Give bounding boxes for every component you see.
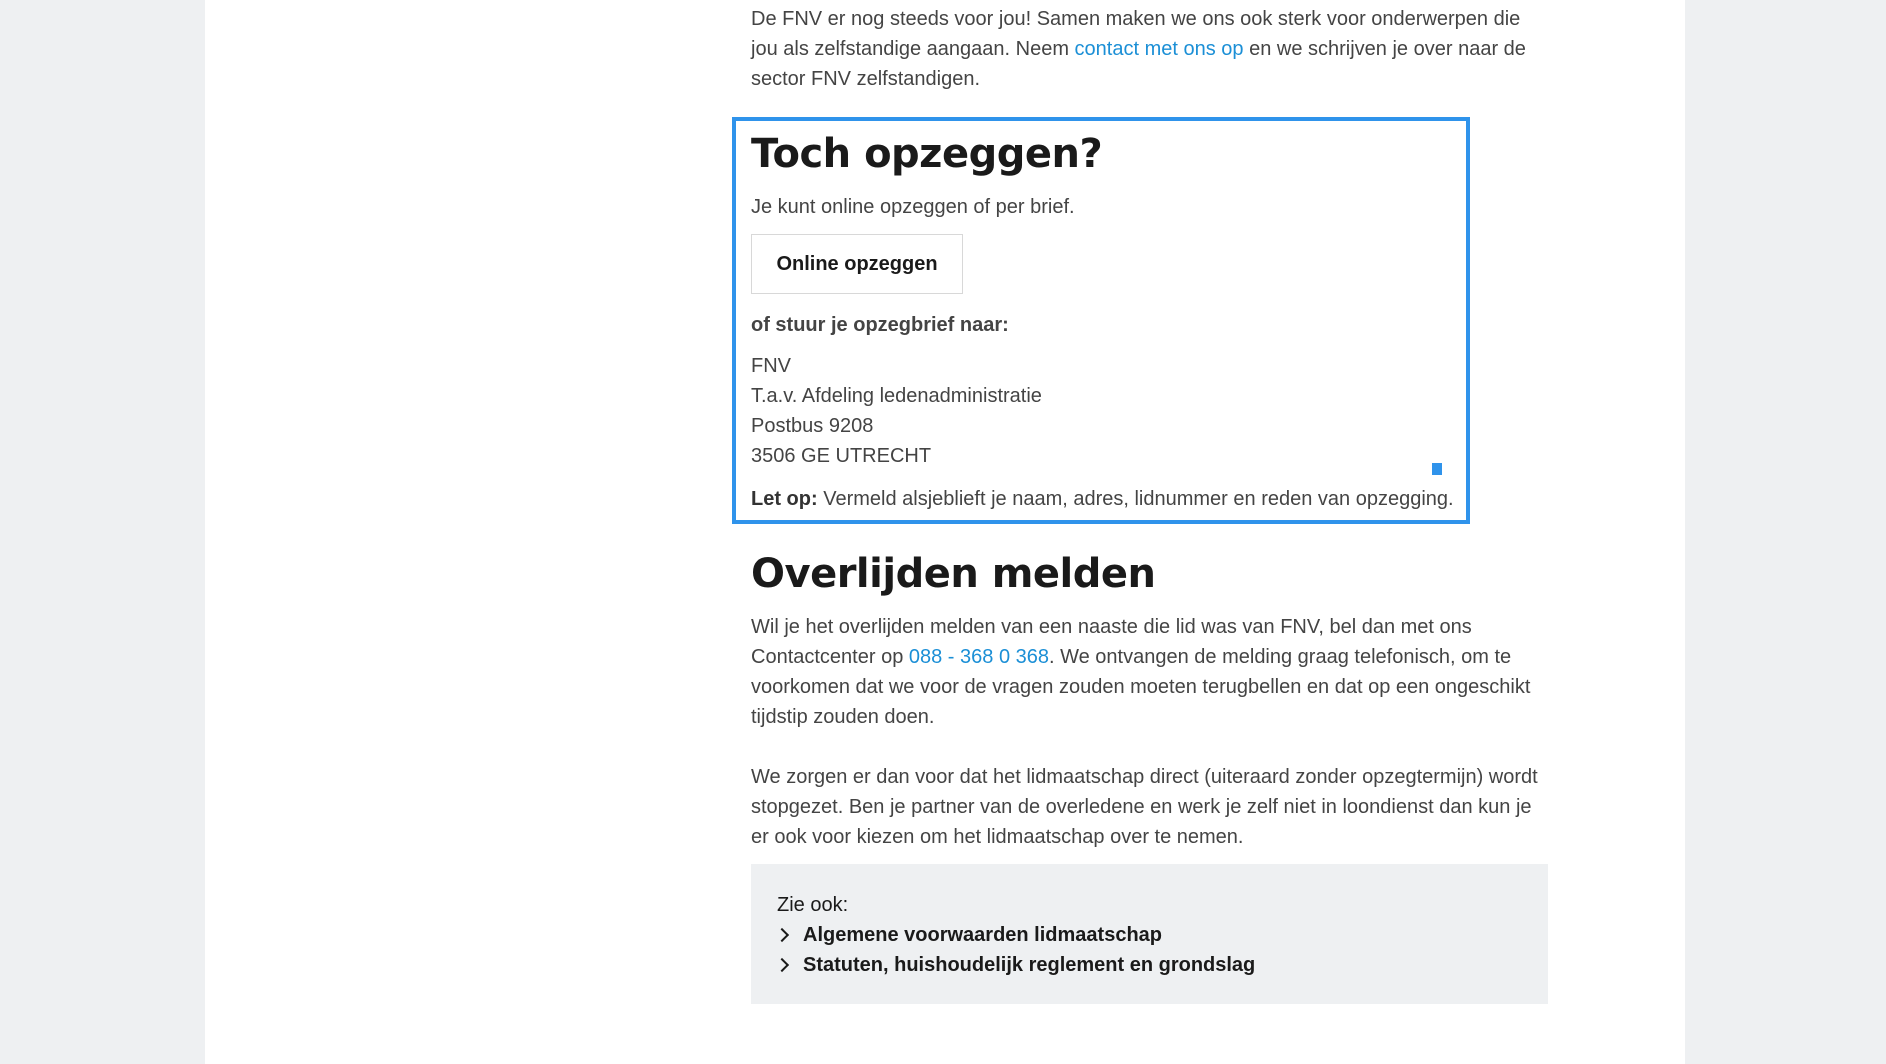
address-line: Postbus 9208: [751, 415, 874, 437]
phone-link[interactable]: 088 - 368 0 368: [908, 646, 1049, 668]
zie-ook-label: Zie ook:: [777, 894, 849, 916]
let-op-text: Vermeld alsjeblieft je naam, adres, lidnummer en reden van opzegging.: [817, 488, 1454, 510]
let-op-label: Let op:: [751, 488, 818, 510]
statuten-link[interactable]: [777, 950, 1522, 980]
address-line: FNV: [751, 355, 791, 377]
overlijden-paragraph-1: [751, 612, 1551, 732]
chevron-right-icon: [775, 928, 789, 942]
intro-paragraph: [751, 4, 1551, 94]
page-container: [205, 0, 1685, 1064]
zie-ook-box: [751, 864, 1548, 1004]
address-line: 3506 GE UTRECHT: [751, 445, 932, 467]
overlijden-text-end: . We ontvangen de melding graag telefonisch, om te voorkomen dat we voor de vragen zouden moeten terugbellen en dat op een ongeschikt tijdstip zouden doen.: [751, 646, 1531, 728]
link-label: Statuten, huishoudelijk reglement en grondslag: [803, 954, 1256, 976]
opzegbrief-label: of stuur je opzegbrief naar:: [751, 314, 1009, 336]
opzeggen-title: Toch opzeggen?: [751, 131, 1103, 177]
online-opzeggen-button[interactable]: Online opzeggen: [751, 234, 963, 294]
intro-text-end: en we schrijven je over naar de sector FNV zelfstandigen.: [751, 38, 1526, 90]
scroll-marker-icon: [1432, 463, 1442, 475]
address-line: T.a.v. Afdeling ledenadministratie: [751, 385, 1042, 407]
chevron-right-icon: [775, 958, 789, 972]
algemene-voorwaarden-link[interactable]: [777, 920, 1522, 950]
overlijden-text-start: Wil je het overlijden melden van een naaste die lid was van FNV, bel dan met ons Contactcenter op: [751, 616, 1472, 668]
link-label: Algemene voorwaarden lidmaatschap: [803, 924, 1163, 946]
overlijden-title: Overlijden melden: [751, 551, 1156, 597]
overlijden-paragraph-2: We zorgen er dan voor dat het lidmaatschap direct (uiteraard zonder opzegtermijn) wordt stopgezet. Ben je partner van de overledene en werk je zelf niet in loondienst dan kun je er ook voor kiezen om het lidmaatschap over te nemen.: [751, 766, 1538, 848]
contact-link[interactable]: contact met ons op: [1074, 38, 1244, 60]
let-op-note: [751, 484, 1454, 514]
intro-text-start: De FNV er nog steeds voor jou! Samen maken we ons ook sterk voor onderwerpen die jou als zelfstandige aangaan. Neem: [751, 8, 1521, 60]
opzeggen-subtitle: Je kunt online opzeggen of per brief.: [751, 196, 1075, 218]
postal-address: [751, 351, 1042, 471]
